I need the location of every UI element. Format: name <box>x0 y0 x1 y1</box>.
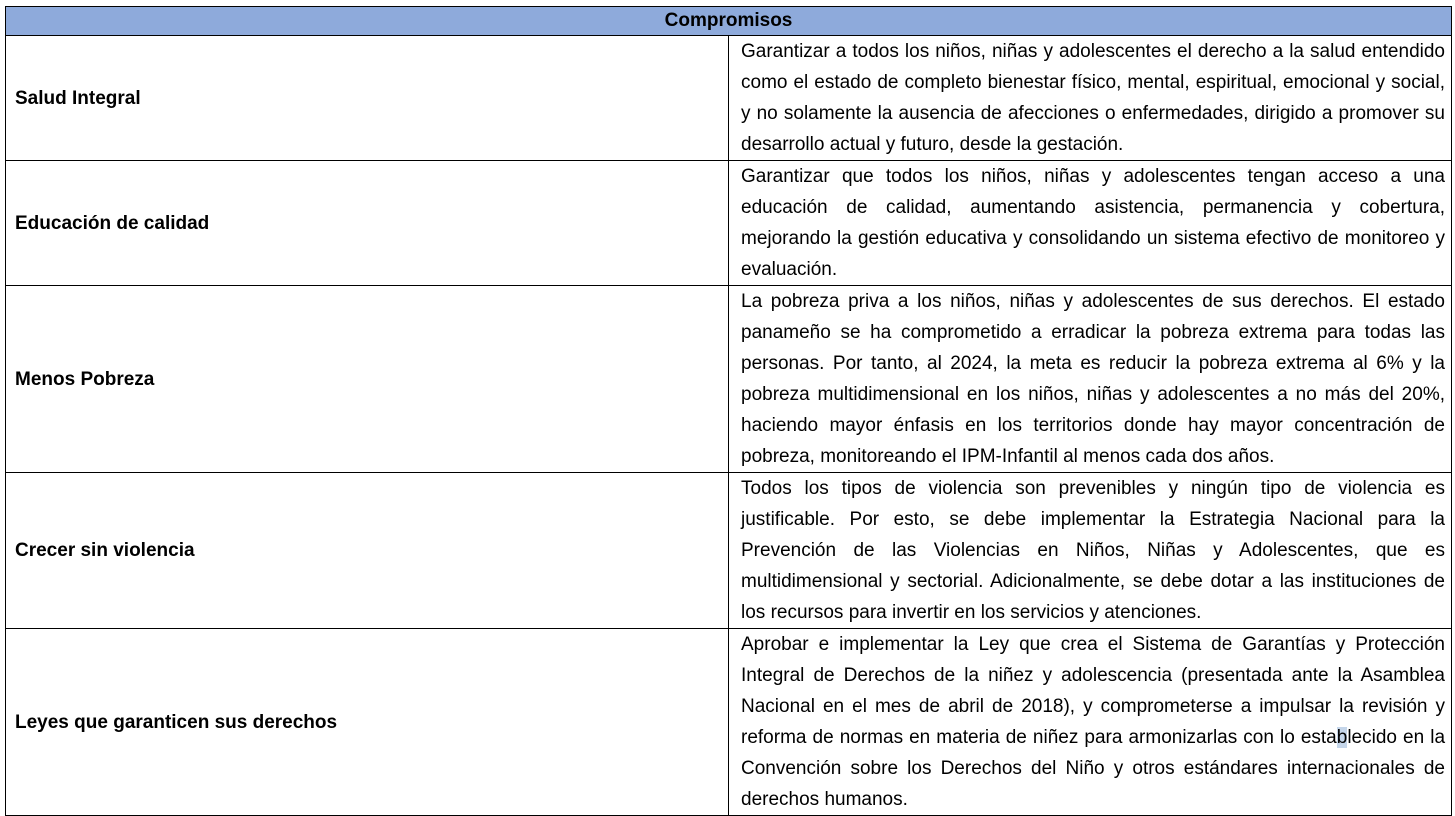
row-description: Garantizar que todos los niños, niñas y adolescentes tengan acceso a una educación de calidad, aumentando asistencia, permanencia y cobertura, mejorando la gestión educativa y consolidando un sistema efectivo de monitoreo y evaluación. <box>729 161 1452 286</box>
description-text-start: Aprobar e implementar la Ley que crea el Sistema de Garantías y Protección Integral de Derechos de la niñez y adolescencia (presentada ante la Asamblea Nacional en el mes de abril de 2018), y comprometerse a impulsar la revisión y reforma de normas en materia de niñez para armonizarlas con lo esta <box>741 634 1445 748</box>
row-description <box>729 629 1452 816</box>
row-label: Leyes que garanticen sus derechos <box>6 629 729 816</box>
row-label: Crecer sin violencia <box>6 473 729 629</box>
row-label: Menos Pobreza <box>6 286 729 473</box>
table-header: Compromisos <box>6 7 1452 36</box>
row-description: Todos los tipos de violencia son prevenibles y ningún tipo de violencia es justificable. Por esto, se debe implementar la Estrategia Nacional para la Prevención de las Violencias en Niños, Niñas y Adolescentes, que es multidimensional y sectorial. Adicionalmente, se debe dotar a las instituciones de los recursos para invertir en los servicios y atenciones. <box>729 473 1452 629</box>
text-cursor-highlight: b <box>1336 727 1348 748</box>
table-row <box>6 629 1452 816</box>
table-row <box>6 161 1452 286</box>
row-label: Salud Integral <box>6 36 729 161</box>
commitments-table <box>5 6 1452 816</box>
description-text-end: lecido en la Convención sobre los Derechos del Niño y otros estándares internacionales de derechos humanos. <box>741 727 1446 810</box>
row-description: La pobreza priva a los niños, niñas y adolescentes de sus derechos. El estado panameño se ha comprometido a erradicar la pobreza extrema para todas las personas. Por tanto, al 2024, la meta es reducir la pobreza extrema al 6% y la pobreza multidimensional en los niños, niñas y adolescentes a no más del 20%, haciendo mayor énfasis en los territorios donde hay mayor concentración de pobreza, monitoreando el IPM-Infantil al menos cada dos años. <box>729 286 1452 473</box>
table-row <box>6 286 1452 473</box>
table-row <box>6 473 1452 629</box>
row-label: Educación de calidad <box>6 161 729 286</box>
row-description: Garantizar a todos los niños, niñas y adolescentes el derecho a la salud entendido como el estado de completo bienestar físico, mental, espiritual, emocional y social, y no solamente la ausencia de afecciones o enfermedades, dirigido a promover su desarrollo actual y futuro, desde la gestación. <box>729 36 1452 161</box>
table-row <box>6 36 1452 161</box>
